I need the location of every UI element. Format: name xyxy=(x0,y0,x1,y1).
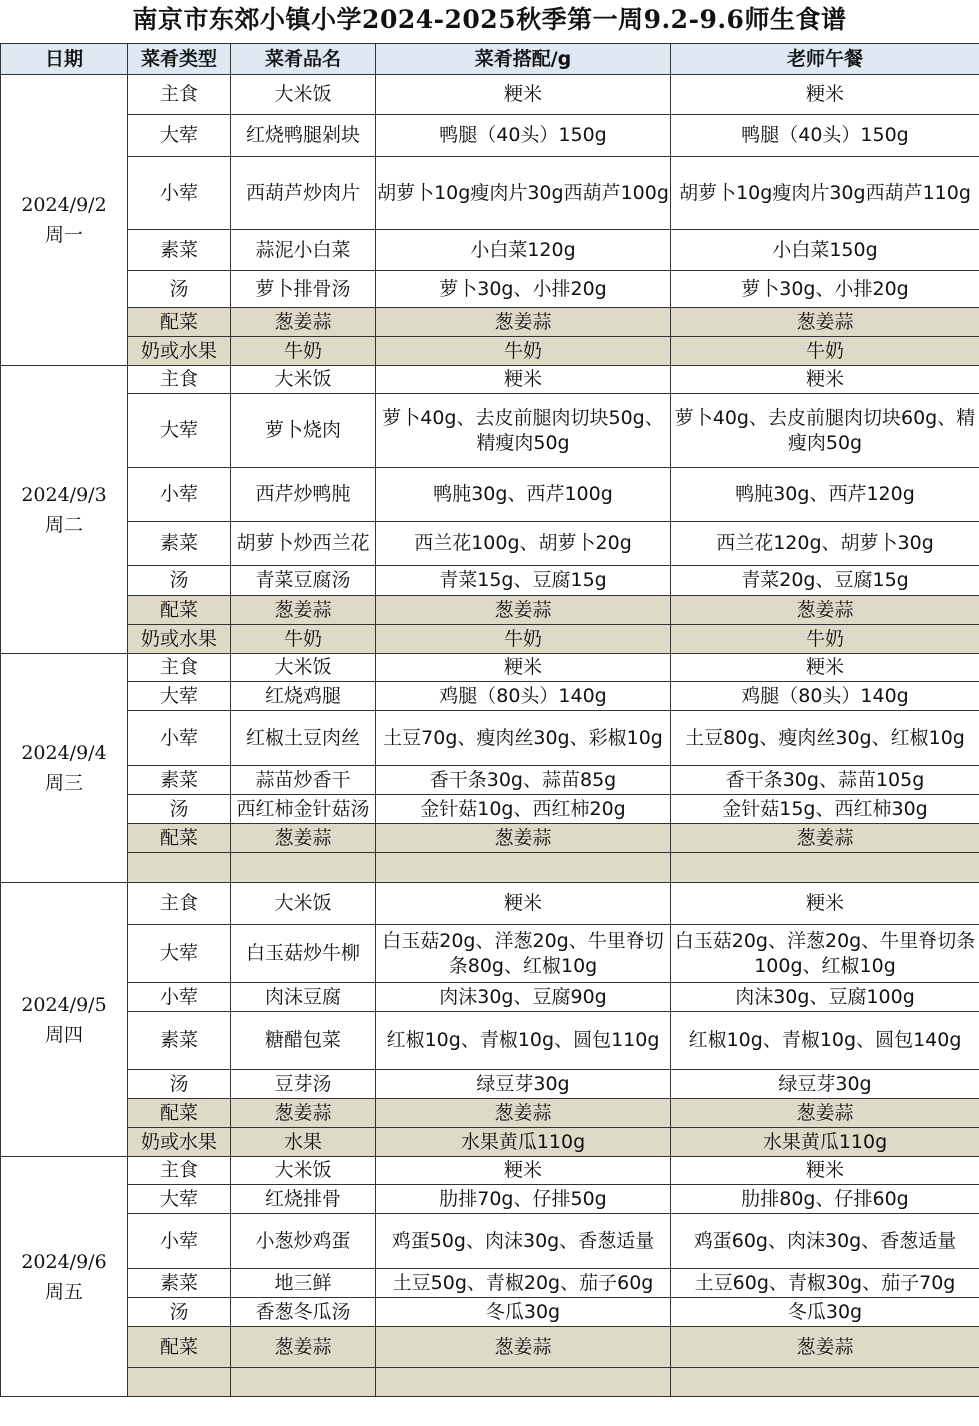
weekday-label: 周五 xyxy=(44,1280,83,1303)
menu-row xyxy=(1,1327,979,1368)
student-portion-cell: 金针菇10g、西红柿20g xyxy=(376,795,671,824)
student-portion-cell: 牛奶 xyxy=(376,337,671,366)
dish-name-cell: 葱姜蒜 xyxy=(231,1099,376,1128)
date-label: 2024/9/3 xyxy=(21,483,107,506)
teacher-portion-cell xyxy=(671,853,979,883)
teacher-portion-cell: 粳米 xyxy=(671,654,979,682)
menu-row xyxy=(1,766,979,795)
menu-row xyxy=(1,1012,979,1070)
weekday-label: 周四 xyxy=(44,1023,83,1046)
teacher-portion-cell: 鸭肫30g、西芹120g xyxy=(671,468,979,522)
dish-name-cell: 豆芽汤 xyxy=(231,1070,376,1099)
dish-name-cell: 牛奶 xyxy=(231,625,376,654)
menu-row xyxy=(1,654,979,682)
dish-type-cell: 小荤 xyxy=(128,468,231,522)
teacher-portion-cell: 白玉菇20g、洋葱20g、牛里脊切条100g、红椒10g xyxy=(671,925,979,983)
menu-row xyxy=(1,824,979,853)
teacher-portion-cell: 肉沫30g、豆腐100g xyxy=(671,983,979,1012)
dish-type-cell: 主食 xyxy=(128,883,231,925)
teacher-portion-cell: 粳米 xyxy=(671,1157,979,1185)
teacher-portion-cell: 粳米 xyxy=(671,366,979,394)
date-label: 2024/9/6 xyxy=(21,1250,107,1273)
date-cell xyxy=(1,654,128,883)
teacher-portion-cell: 鸭腿（40头）150g xyxy=(671,115,979,157)
dish-type-cell: 配菜 xyxy=(128,1327,231,1368)
dish-name-cell: 地三鲜 xyxy=(231,1269,376,1298)
dish-name-cell: 西葫芦炒肉片 xyxy=(231,157,376,230)
dish-name-cell: 小葱炒鸡蛋 xyxy=(231,1214,376,1269)
dish-name-cell: 葱姜蒜 xyxy=(231,308,376,337)
dish-name-cell: 萝卜排骨汤 xyxy=(231,271,376,308)
student-portion-cell: 萝卜30g、小排20g xyxy=(376,271,671,308)
dish-name-cell: 红烧鸭腿剁块 xyxy=(231,115,376,157)
menu-row xyxy=(1,271,979,308)
student-portion-cell: 葱姜蒜 xyxy=(376,596,671,625)
menu-body xyxy=(1,75,979,1397)
menu-row xyxy=(1,1185,979,1214)
student-portion-cell: 肋排70g、仔排50g xyxy=(376,1185,671,1214)
student-portion-cell: 青菜15g、豆腐15g xyxy=(376,566,671,596)
dish-name-cell: 红烧排骨 xyxy=(231,1185,376,1214)
menu-row xyxy=(1,308,979,337)
teacher-portion-cell: 冬瓜30g xyxy=(671,1298,979,1327)
dish-name-cell: 大米饭 xyxy=(231,883,376,925)
teacher-portion-cell: 葱姜蒜 xyxy=(671,1099,979,1128)
weekday-label: 周二 xyxy=(44,513,83,536)
date-cell xyxy=(1,1157,128,1397)
dish-type-cell: 素菜 xyxy=(128,766,231,795)
student-portion-cell: 葱姜蒜 xyxy=(376,824,671,853)
header-dish: 菜肴品名 xyxy=(231,44,376,75)
date-cell xyxy=(1,75,128,366)
dish-type-cell: 奶或水果 xyxy=(128,1128,231,1157)
teacher-portion-cell: 水果黄瓜110g xyxy=(671,1128,979,1157)
dish-type-cell: 素菜 xyxy=(128,1012,231,1070)
student-portion-cell: 粳米 xyxy=(376,883,671,925)
dish-name-cell: 葱姜蒜 xyxy=(231,824,376,853)
dish-type-cell: 小荤 xyxy=(128,1214,231,1269)
student-portion-cell: 粳米 xyxy=(376,1157,671,1185)
dish-type-cell: 大荤 xyxy=(128,682,231,711)
dish-type-cell: 素菜 xyxy=(128,230,231,271)
teacher-portion-cell: 土豆80g、瘦肉丝30g、红椒10g xyxy=(671,711,979,766)
dish-name-cell: 香葱冬瓜汤 xyxy=(231,1298,376,1327)
menu-row xyxy=(1,1128,979,1157)
dish-name-cell: 西芹炒鸭肫 xyxy=(231,468,376,522)
dish-type-cell: 奶或水果 xyxy=(128,337,231,366)
header-row xyxy=(1,44,979,75)
student-portion-cell: 鸡蛋50g、肉沫30g、香葱适量 xyxy=(376,1214,671,1269)
page-title: 南京市东郊小镇小学2024-2025秋季第一周9.2-9.6师生食谱 xyxy=(132,5,847,34)
header-teacher: 老师午餐 xyxy=(671,44,979,75)
dish-type-cell: 汤 xyxy=(128,1070,231,1099)
dish-type-cell: 大荤 xyxy=(128,115,231,157)
teacher-portion-cell: 香干条30g、蒜苗105g xyxy=(671,766,979,795)
student-portion-cell: 粳米 xyxy=(376,366,671,394)
dish-type-cell xyxy=(128,1368,231,1397)
student-portion-cell: 土豆70g、瘦肉丝30g、彩椒10g xyxy=(376,711,671,766)
dish-type-cell: 主食 xyxy=(128,366,231,394)
teacher-portion-cell: 鸡腿（80头）140g xyxy=(671,682,979,711)
menu-row xyxy=(1,522,979,566)
dish-name-cell: 红椒土豆肉丝 xyxy=(231,711,376,766)
student-portion-cell: 葱姜蒜 xyxy=(376,1327,671,1368)
menu-row xyxy=(1,1214,979,1269)
student-portion-cell: 萝卜40g、去皮前腿肉切块50g、精瘦肉50g xyxy=(376,394,671,468)
student-portion-cell: 胡萝卜10g瘦肉片30g西葫芦100g xyxy=(376,157,671,230)
dish-type-cell: 主食 xyxy=(128,654,231,682)
menu-row xyxy=(1,337,979,366)
menu-row xyxy=(1,1269,979,1298)
menu-row xyxy=(1,925,979,983)
dish-type-cell: 大荤 xyxy=(128,1185,231,1214)
dish-name-cell: 蒜苗炒香干 xyxy=(231,766,376,795)
student-portion-cell: 鸡腿（80头）140g xyxy=(376,682,671,711)
menu-row xyxy=(1,983,979,1012)
menu-row xyxy=(1,230,979,271)
menu-row xyxy=(1,468,979,522)
dish-type-cell: 奶或水果 xyxy=(128,625,231,654)
menu-row xyxy=(1,566,979,596)
dish-name-cell xyxy=(231,853,376,883)
dish-name-cell: 葱姜蒜 xyxy=(231,596,376,625)
menu-row xyxy=(1,115,979,157)
dish-name-cell: 肉沫豆腐 xyxy=(231,983,376,1012)
date-label: 2024/9/5 xyxy=(21,993,107,1016)
student-portion-cell: 葱姜蒜 xyxy=(376,1099,671,1128)
student-portion-cell: 小白菜120g xyxy=(376,230,671,271)
student-portion-cell: 白玉菇20g、洋葱20g、牛里脊切条80g、红椒10g xyxy=(376,925,671,983)
dish-name-cell: 水果 xyxy=(231,1128,376,1157)
student-portion-cell: 鸭腿（40头）150g xyxy=(376,115,671,157)
teacher-portion-cell: 红椒10g、青椒10g、圆包140g xyxy=(671,1012,979,1070)
menu-row xyxy=(1,1157,979,1185)
teacher-portion-cell: 葱姜蒜 xyxy=(671,824,979,853)
student-portion-cell: 香干条30g、蒜苗85g xyxy=(376,766,671,795)
menu-row xyxy=(1,711,979,766)
menu-row xyxy=(1,596,979,625)
teacher-portion-cell: 牛奶 xyxy=(671,337,979,366)
date-cell xyxy=(1,366,128,654)
teacher-portion-cell: 肋排80g、仔排60g xyxy=(671,1185,979,1214)
dish-name-cell: 蒜泥小白菜 xyxy=(231,230,376,271)
teacher-portion-cell: 葱姜蒜 xyxy=(671,596,979,625)
teacher-portion-cell: 萝卜40g、去皮前腿肉切块60g、精瘦肉50g xyxy=(671,394,979,468)
header-type: 菜肴类型 xyxy=(128,44,231,75)
weekday-label: 周三 xyxy=(44,772,83,794)
teacher-portion-cell: 葱姜蒜 xyxy=(671,1327,979,1368)
dish-name-cell xyxy=(231,1368,376,1397)
header-portion: 菜肴搭配/g xyxy=(376,44,671,75)
student-portion-cell: 冬瓜30g xyxy=(376,1298,671,1327)
weekday-label: 周一 xyxy=(44,224,83,246)
dish-name-cell: 糖醋包菜 xyxy=(231,1012,376,1070)
dish-type-cell: 小荤 xyxy=(128,157,231,230)
teacher-portion-cell: 牛奶 xyxy=(671,625,979,654)
student-portion-cell xyxy=(376,853,671,883)
student-portion-cell: 鸭肫30g、西芹100g xyxy=(376,468,671,522)
dish-type-cell: 小荤 xyxy=(128,711,231,766)
dish-type-cell: 汤 xyxy=(128,1298,231,1327)
menu-row xyxy=(1,625,979,654)
teacher-portion-cell: 胡萝卜10g瘦肉片30g西葫芦110g xyxy=(671,157,979,230)
teacher-portion-cell: 小白菜150g xyxy=(671,230,979,271)
student-portion-cell xyxy=(376,1368,671,1397)
dish-type-cell: 大荤 xyxy=(128,394,231,468)
menu-row xyxy=(1,1099,979,1128)
dish-type-cell: 配菜 xyxy=(128,308,231,337)
dish-name-cell: 红烧鸡腿 xyxy=(231,682,376,711)
student-portion-cell: 土豆50g、青椒20g、茄子60g xyxy=(376,1269,671,1298)
dish-type-cell: 配菜 xyxy=(128,824,231,853)
teacher-portion-cell: 青菜20g、豆腐15g xyxy=(671,566,979,596)
teacher-portion-cell: 葱姜蒜 xyxy=(671,308,979,337)
dish-name-cell: 大米饭 xyxy=(231,1157,376,1185)
dish-type-cell: 主食 xyxy=(128,75,231,115)
dish-type-cell: 素菜 xyxy=(128,522,231,566)
dish-type-cell: 配菜 xyxy=(128,596,231,625)
menu-table xyxy=(0,43,979,1397)
menu-row xyxy=(1,366,979,394)
teacher-portion-cell: 粳米 xyxy=(671,75,979,115)
teacher-portion-cell: 鸡蛋60g、肉沫30g、香葱适量 xyxy=(671,1214,979,1269)
menu-row xyxy=(1,682,979,711)
dish-type-cell: 素菜 xyxy=(128,1269,231,1298)
dish-name-cell: 葱姜蒜 xyxy=(231,1327,376,1368)
menu-row xyxy=(1,1298,979,1327)
teacher-portion-cell: 金针菇15g、西红柿30g xyxy=(671,795,979,824)
dish-name-cell: 大米饭 xyxy=(231,75,376,115)
date-cell xyxy=(1,883,128,1157)
menu-row xyxy=(1,883,979,925)
dish-name-cell: 白玉菇炒牛柳 xyxy=(231,925,376,983)
dish-name-cell: 西红柿金针菇汤 xyxy=(231,795,376,824)
dish-name-cell: 胡萝卜炒西兰花 xyxy=(231,522,376,566)
student-portion-cell: 水果黄瓜110g xyxy=(376,1128,671,1157)
student-portion-cell: 粳米 xyxy=(376,75,671,115)
dish-type-cell: 汤 xyxy=(128,795,231,824)
menu-row xyxy=(1,394,979,468)
student-portion-cell: 葱姜蒜 xyxy=(376,308,671,337)
dish-name-cell: 萝卜烧肉 xyxy=(231,394,376,468)
date-label: 2024/9/4 xyxy=(21,742,107,764)
header-date: 日期 xyxy=(1,44,128,75)
teacher-portion-cell: 土豆60g、青椒30g、茄子70g xyxy=(671,1269,979,1298)
teacher-portion-cell xyxy=(671,1368,979,1397)
date-label: 2024/9/2 xyxy=(21,194,107,216)
student-portion-cell: 红椒10g、青椒10g、圆包110g xyxy=(376,1012,671,1070)
student-portion-cell: 绿豆芽30g xyxy=(376,1070,671,1099)
teacher-portion-cell: 粳米 xyxy=(671,883,979,925)
teacher-portion-cell: 萝卜30g、小排20g xyxy=(671,271,979,308)
student-portion-cell: 粳米 xyxy=(376,654,671,682)
teacher-portion-cell: 绿豆芽30g xyxy=(671,1070,979,1099)
teacher-portion-cell: 西兰花120g、胡萝卜30g xyxy=(671,522,979,566)
dish-type-cell: 汤 xyxy=(128,271,231,308)
menu-row xyxy=(1,75,979,115)
dish-type-cell xyxy=(128,853,231,883)
dish-name-cell: 大米饭 xyxy=(231,366,376,394)
student-portion-cell: 牛奶 xyxy=(376,625,671,654)
menu-row xyxy=(1,1368,979,1397)
dish-type-cell: 配菜 xyxy=(128,1099,231,1128)
dish-type-cell: 小荤 xyxy=(128,983,231,1012)
student-portion-cell: 西兰花100g、胡萝卜20g xyxy=(376,522,671,566)
student-portion-cell: 肉沫30g、豆腐90g xyxy=(376,983,671,1012)
dish-type-cell: 主食 xyxy=(128,1157,231,1185)
dish-name-cell: 牛奶 xyxy=(231,337,376,366)
dish-name-cell: 大米饭 xyxy=(231,654,376,682)
dish-type-cell: 汤 xyxy=(128,566,231,596)
dish-type-cell: 大荤 xyxy=(128,925,231,983)
menu-row xyxy=(1,157,979,230)
menu-row xyxy=(1,853,979,883)
menu-row xyxy=(1,795,979,824)
dish-name-cell: 青菜豆腐汤 xyxy=(231,566,376,596)
menu-row xyxy=(1,1070,979,1099)
